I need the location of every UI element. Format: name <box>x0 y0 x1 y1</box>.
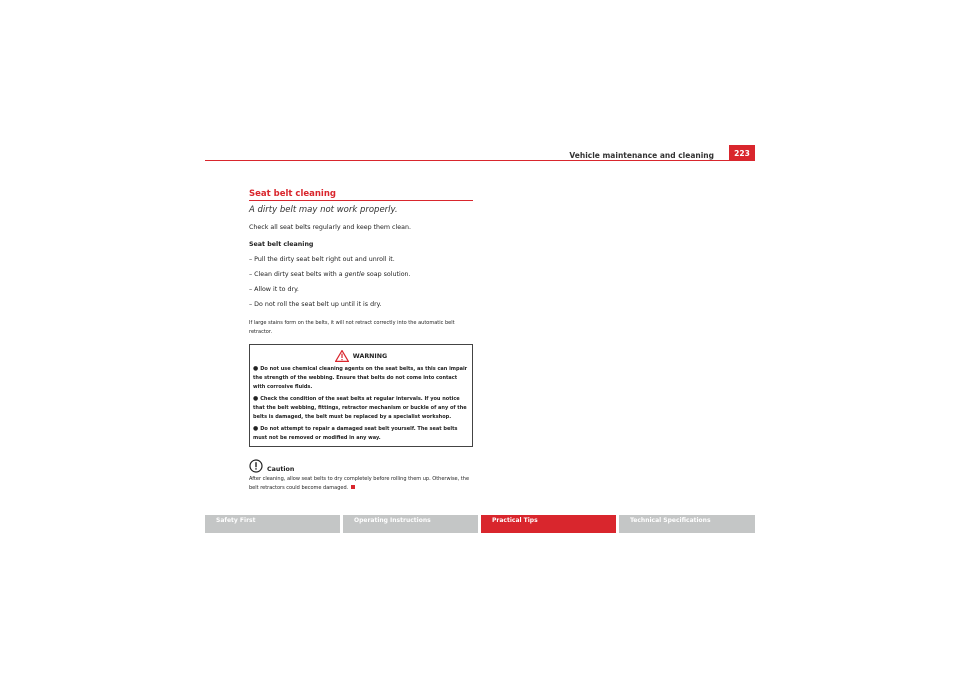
note-text: If large stains form on the belts, it will not retract correctly into the automatic belt retractor. <box>249 320 455 335</box>
step-3: – Allow it to dry. <box>249 286 299 293</box>
section-subtitle: A dirty belt may not work properly. <box>249 205 398 215</box>
warning-header <box>253 348 469 362</box>
step-2-text-a: – Clean dirty seat belts with a <box>249 271 345 278</box>
header-rule <box>205 160 755 161</box>
warning-item-text: Check the condition of the seat belts at regular intervals. If you notice that the belt webbing, fittings, retractor mechanism or buckle of any of the belts is damaged, the belt must be replaced by a specialist workshop. <box>253 396 467 420</box>
step-2-emphasis: gentle <box>344 271 365 278</box>
footer-tab-operating-instructions[interactable]: Operating Instructions <box>343 515 478 533</box>
bullet-icon: ● <box>253 425 259 432</box>
footer-tab-practical-tips[interactable]: Practical Tips <box>481 515 616 533</box>
warning-item <box>253 364 469 392</box>
page-number: 223 <box>729 145 755 161</box>
bullet-icon: ● <box>253 365 259 372</box>
step-2-text-b: soap solution. <box>364 271 411 278</box>
caution-label: Caution <box>267 466 295 473</box>
main-content <box>249 189 473 492</box>
bullet-icon: ● <box>253 395 259 402</box>
warning-item-text: Do not use chemical cleaning agents on the seat belts, as this can impair the strength of the webbing. Ensure that belts do not come into contact with corrosive fluids. <box>253 366 468 390</box>
header-title: Vehicle maintenance and cleaning <box>569 151 714 160</box>
section-title: Seat belt cleaning <box>249 189 473 201</box>
warning-item <box>253 424 469 443</box>
steps-heading: Seat belt cleaning <box>249 241 314 248</box>
end-of-section-icon <box>351 485 355 489</box>
warning-label: WARNING <box>352 353 388 360</box>
footer-tab-technical-specifications[interactable]: Technical Specifications <box>619 515 755 533</box>
footer-tab-safety-first[interactable]: Safety First <box>205 515 340 533</box>
warning-triangle-icon <box>335 350 349 362</box>
caution-text <box>249 475 473 492</box>
step-2 <box>249 271 473 278</box>
intro-text: Check all seat belts regularly and keep them clean. <box>249 224 411 231</box>
caution-header <box>249 459 473 473</box>
caution-text-body: After cleaning, allow seat belts to dry completely before rolling them up. Otherwise, the belt retractors could become damaged. <box>249 476 470 491</box>
warning-box <box>249 344 473 447</box>
step-4: – Do not roll the seat belt up until it is dry. <box>249 301 382 308</box>
step-1: – Pull the dirty seat belt right out and unroll it. <box>249 256 395 263</box>
warning-item <box>253 394 469 422</box>
warning-item-text: Do not attempt to repair a damaged seat belt yourself. The seat belts must not be removed or modified in any way. <box>253 426 458 441</box>
caution-icon <box>249 459 263 473</box>
